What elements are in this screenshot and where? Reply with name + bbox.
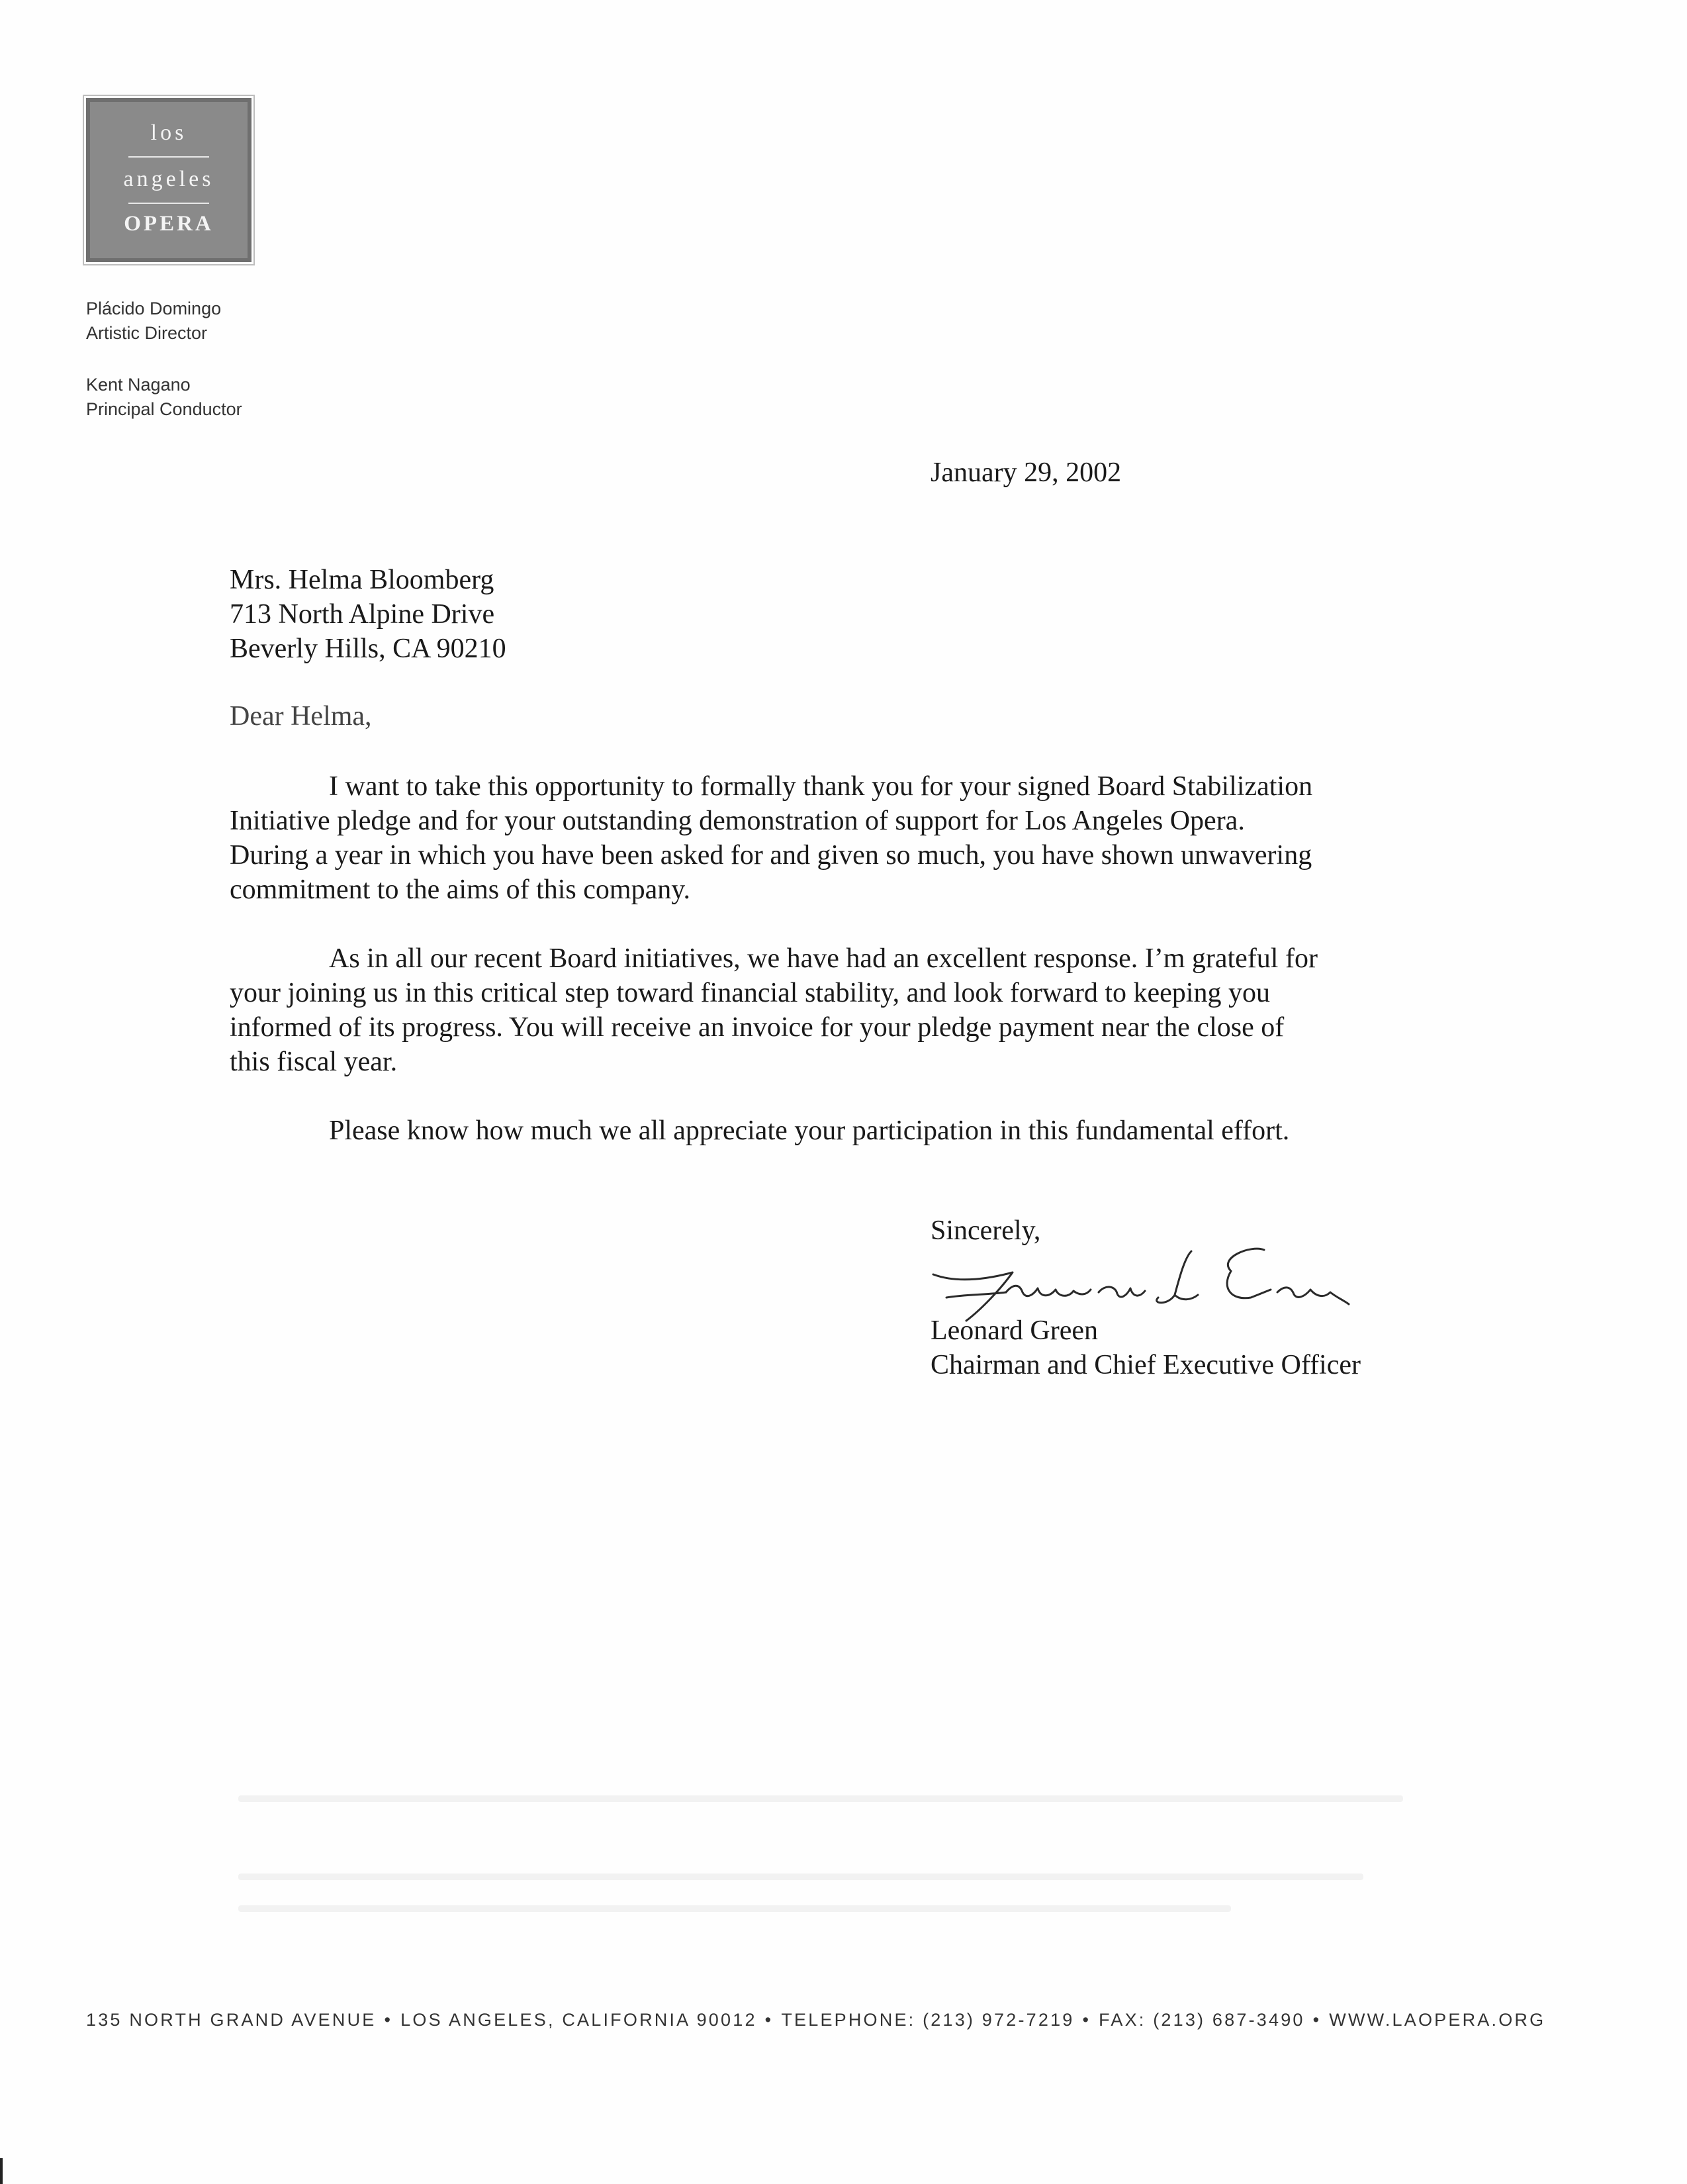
logo-line-los: los xyxy=(150,120,187,145)
logo-line-angeles: angeles xyxy=(123,167,214,191)
body-paragraph-3 xyxy=(230,1114,1441,1148)
paragraph-line: informed of its progress. You will receive an invoice for your pledge payment near the close of xyxy=(230,1012,1285,1043)
bleed-through-mark xyxy=(238,1905,1231,1912)
closing: Sincerely, xyxy=(931,1215,1041,1246)
footer-address: 135 NORTH GRAND AVENUE xyxy=(86,2010,377,2030)
letterhead-footer xyxy=(86,2010,1545,2030)
signer-block xyxy=(931,1313,1361,1382)
paragraph-line: As in all our recent Board initiatives, we have had an excellent response. I’m grateful for xyxy=(329,943,1318,974)
bleed-through-mark xyxy=(238,1874,1363,1880)
paragraph-line: Please know how much we all appreciate your participation in this fundamental effort. xyxy=(329,1116,1290,1146)
paragraph-line: your joining us in this critical step toward financial stability, and look forward to keeping you xyxy=(230,978,1270,1008)
recipient-address xyxy=(230,563,506,666)
signer-name: Leonard Green xyxy=(931,1315,1099,1346)
staff-name: Kent Nagano xyxy=(86,375,191,395)
footer-separator: • xyxy=(1312,2010,1322,2030)
staff-principal-conductor xyxy=(86,373,242,422)
footer-telephone: TELEPHONE: (213) 972-7219 xyxy=(781,2010,1075,2030)
address-line: Mrs. Helma Bloomberg xyxy=(230,565,494,595)
address-line: 713 North Alpine Drive xyxy=(230,599,495,630)
logo-rule xyxy=(128,156,209,158)
paragraph-line: I want to take this opportunity to formally thank you for your signed Board Stabilization xyxy=(329,771,1313,802)
salutation: Dear Helma, xyxy=(230,701,372,732)
staff-title: Artistic Director xyxy=(86,323,208,343)
footer-separator: • xyxy=(384,2010,393,2030)
logo-line-opera: OPERA xyxy=(124,212,214,236)
scan-edge-mark xyxy=(0,2158,3,2184)
letter-date: January 29, 2002 xyxy=(931,457,1122,488)
staff-name: Plácido Domingo xyxy=(86,299,222,318)
staff-title: Principal Conductor xyxy=(86,399,242,419)
paragraph-line: Initiative pledge and for your outstanding demonstration of support for Los Angeles Opera. xyxy=(230,806,1245,836)
la-opera-logo xyxy=(86,98,251,262)
footer-city: LOS ANGELES, CALIFORNIA 90012 xyxy=(400,2010,757,2030)
footer-separator: • xyxy=(764,2010,774,2030)
address-line: Beverly Hills, CA 90210 xyxy=(230,634,506,664)
logo-rule xyxy=(128,203,209,204)
bleed-through-mark xyxy=(238,1795,1403,1802)
footer-website: WWW.LAOPERA.ORG xyxy=(1329,2010,1546,2030)
staff-artistic-director xyxy=(86,297,221,346)
paragraph-line: commitment to the aims of this company. xyxy=(230,875,690,905)
paragraph-line: this fiscal year. xyxy=(230,1047,398,1077)
body-paragraph-2 xyxy=(230,941,1441,1079)
footer-fax: FAX: (213) 687-3490 xyxy=(1099,2010,1305,2030)
body-paragraph-1 xyxy=(230,769,1441,907)
paragraph-line: During a year in which you have been asked for and given so much, you have shown unwavering xyxy=(230,840,1312,871)
footer-separator: • xyxy=(1082,2010,1091,2030)
signer-title: Chairman and Chief Executive Officer xyxy=(931,1350,1361,1380)
